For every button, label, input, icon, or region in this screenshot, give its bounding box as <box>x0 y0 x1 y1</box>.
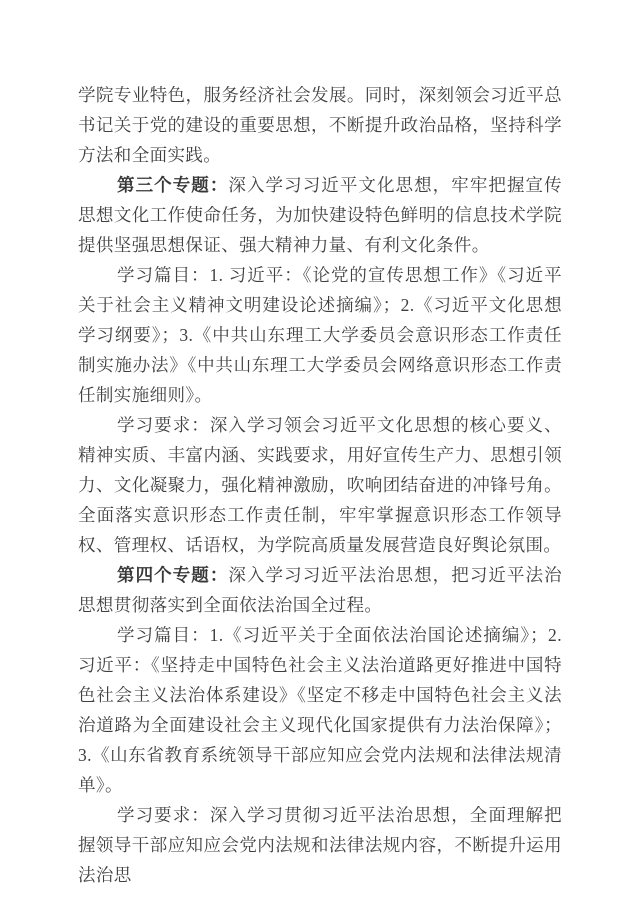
paragraph <box>78 800 562 890</box>
paragraph <box>78 410 562 560</box>
paragraph <box>78 260 562 410</box>
paragraph <box>78 560 562 620</box>
paragraph <box>78 620 562 800</box>
paragraph-text: 学习篇目：1. 习近平：《论党的宣传思想工作》《习近平关于社会主义精神文明建设论述摘编》；2.《习近平文化思想学习纲要》；3.《中共山东理工大学委员会意识形态工作责任制实施办法》《中共山东理工大学委员会网络意识形态工作责任制实施细则》。 <box>78 265 562 405</box>
paragraph-lead: 第三个专题： <box>117 175 229 195</box>
paragraph <box>78 170 562 260</box>
paragraph-text: 学院专业特色，服务经济社会发展。同时，深刻领会习近平总书记关于党的建设的重要思想，不断提升政治品格，坚持科学方法和全面实践。 <box>78 85 562 165</box>
document-body <box>78 80 562 890</box>
paragraph <box>78 80 562 170</box>
paragraph-text: 学习要求：深入学习贯彻习近平法治思想，全面理解把握领导干部应知应会党内法规和法律法规内容，不断提升运用法治思 <box>78 805 562 885</box>
paragraph-lead: 第四个专题： <box>117 565 229 585</box>
paragraph-text: 学习要求：深入学习领会习近平文化思想的核心要义、精神实质、丰富内涵、实践要求，用好宣传生产力、思想引领力、文化凝聚力，强化精神激励，吹响团结奋进的冲锋号角。全面落实意识形态工作责任制，牢牢掌握意识形态工作领导权、管理权、话语权，为学院高质量发展营造良好舆论氛围。 <box>78 415 562 555</box>
paragraph-text: 深入学习习近平法治思想，把习近平法治思想贯彻落实到全面依法治国全过程。 <box>78 565 562 615</box>
paragraph-text: 深入学习习近平文化思想，牢牢把握宣传思想文化工作使命任务，为加快建设特色鲜明的信息技术学院提供坚强思想保证、强大精神力量、有利文化条件。 <box>78 175 562 255</box>
paragraph-text: 学习篇目：1.《习近平关于全面依法治国论述摘编》；2. 习近平：《坚持走中国特色社会主义法治道路更好推进中国特色社会主义法治体系建设》《坚定不移走中国特色社会主义法治道路为全面建设社会主义现代化国家提供有力法治保障》；3.《山东省教育系统领导干部应知应会党内法规和法律法规清单》。 <box>78 625 562 795</box>
